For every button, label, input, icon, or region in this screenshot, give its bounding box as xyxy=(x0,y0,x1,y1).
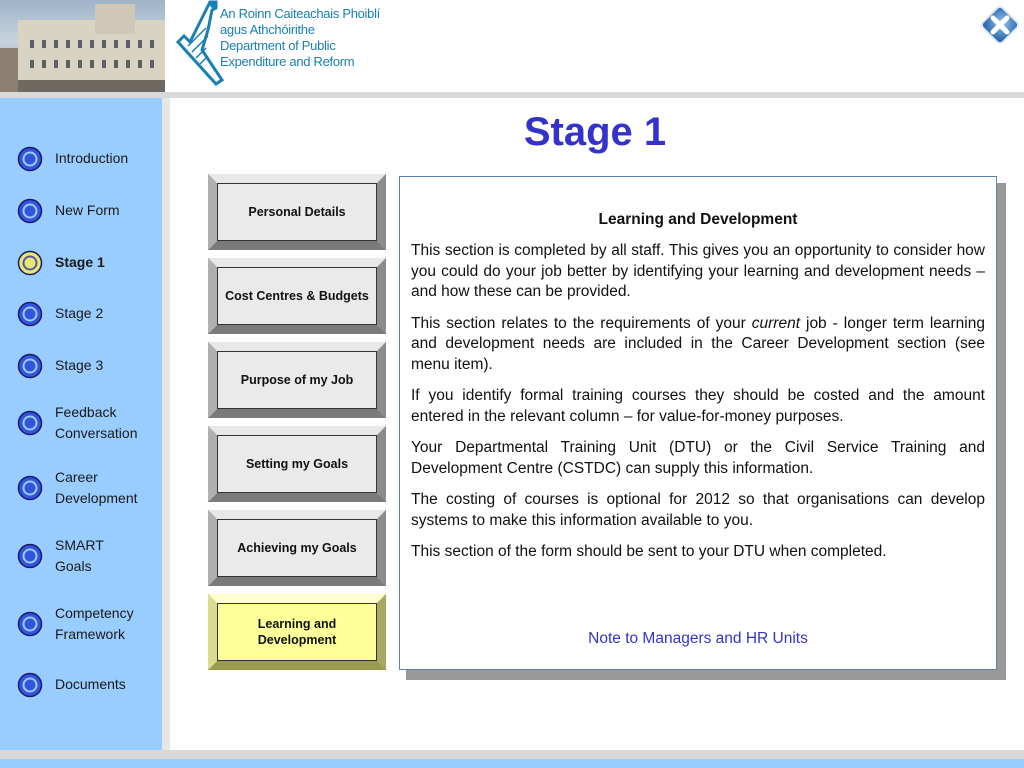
sidebar-item-label: Career Development xyxy=(55,469,138,506)
close-button[interactable] xyxy=(980,5,1020,45)
section-button-cost-centres-budgets[interactable] xyxy=(208,258,386,334)
panel-paragraph-5: The costing of courses is optional for 2012 so that organisations can develop systems to make this information available to you. xyxy=(411,491,985,529)
sidebar-item-documents[interactable] xyxy=(0,672,162,698)
header xyxy=(0,0,1024,92)
circle-bullet-icon xyxy=(17,146,43,172)
section-button-label: Setting my Goals xyxy=(217,435,377,493)
section-button-personal-details[interactable] xyxy=(208,174,386,250)
section-button-setting-my-goals[interactable] xyxy=(208,426,386,502)
footer-bar xyxy=(0,759,1024,768)
content-panel xyxy=(399,176,997,670)
panel-paragraph-1: This section is completed by all staff. This gives you an opportunity to consider how you could do your job better by identifying your learning and development needs – and how these can be provided. xyxy=(411,242,985,300)
panel-paragraph-3: If you identify formal training courses they should be costed and the amount entered in the relevant column – for value-for-money purposes. xyxy=(411,387,985,425)
circle-bullet-active-icon xyxy=(17,250,43,276)
panel-paragraph-4: Your Departmental Training Unit (DTU) or the Civil Service Training and Development Centre (CSTDC) can supply this information. xyxy=(411,439,985,477)
sidebar-item-label: SMART Goals xyxy=(55,537,104,574)
section-button-purpose-of-my-job[interactable] xyxy=(208,342,386,418)
sidebar-divider xyxy=(162,98,170,750)
sidebar-item-label: Introduction xyxy=(55,150,129,166)
circle-bullet-icon xyxy=(17,353,43,379)
sidebar-item-stage-2[interactable] xyxy=(0,301,162,327)
section-button-label: Learning and Development xyxy=(217,603,377,661)
sidebar-item-stage-1[interactable] xyxy=(0,250,162,276)
note-to-managers-link[interactable]: Note to Managers and HR Units xyxy=(588,630,808,647)
sidebar-item-label: Stage 3 xyxy=(55,357,104,373)
sidebar-item-label: Documents xyxy=(55,676,126,692)
panel-paragraph-6: This section of the form should be sent to your DTU when completed. xyxy=(411,543,887,560)
sidebar-item-smart-goals[interactable] xyxy=(0,537,162,574)
section-button-achieving-my-goals[interactable] xyxy=(208,510,386,586)
logo-line-3: Department of Public xyxy=(220,38,336,53)
close-x-icon xyxy=(980,5,1020,45)
sidebar-item-competency-framework[interactable] xyxy=(0,605,162,642)
circle-bullet-icon xyxy=(17,301,43,327)
circle-bullet-icon xyxy=(17,410,43,436)
circle-bullet-icon xyxy=(17,611,43,637)
building-photo xyxy=(0,0,165,92)
sidebar-item-career-development[interactable] xyxy=(0,469,162,506)
department-logo xyxy=(168,0,398,92)
circle-bullet-icon xyxy=(17,543,43,569)
section-button-label: Purpose of my Job xyxy=(217,351,377,409)
sidebar-item-label: New Form xyxy=(55,202,120,218)
page-title: Stage 1 xyxy=(523,110,667,154)
circle-bullet-icon xyxy=(17,672,43,698)
footer-divider xyxy=(0,750,1024,759)
section-button-label: Achieving my Goals xyxy=(217,519,377,577)
sidebar-item-label: Stage 2 xyxy=(55,305,104,321)
section-button-learning-and-development[interactable] xyxy=(208,594,386,670)
section-button-label: Cost Centres & Budgets xyxy=(217,267,377,325)
sidebar-item-introduction[interactable] xyxy=(0,146,162,172)
panel-paragraph-2: This section relates to the requirements of your current job - longer term learning and development needs are included in the Career Development section (see menu item). xyxy=(411,314,985,373)
sidebar-item-feedback-conversation[interactable] xyxy=(0,404,162,441)
logo-line-1: An Roinn Caiteachais Phoiblí xyxy=(220,6,380,21)
panel-heading: Learning and Development xyxy=(598,211,798,228)
circle-bullet-icon xyxy=(17,475,43,501)
section-button-label: Personal Details xyxy=(217,183,377,241)
sidebar-item-label: Competency Framework xyxy=(55,605,134,642)
circle-bullet-icon xyxy=(17,198,43,224)
logo-line-2: agus Athchóirithe xyxy=(220,22,315,37)
sidebar-item-label: Feedback Conversation xyxy=(55,404,138,441)
logo-text xyxy=(220,6,380,70)
sidebar-item-new-form[interactable] xyxy=(0,198,162,224)
sidebar-item-label: Stage 1 xyxy=(55,254,105,270)
logo-line-4: Expenditure and Reform xyxy=(220,54,355,69)
emphasis-current: current xyxy=(751,314,801,332)
sidebar-item-stage-3[interactable] xyxy=(0,353,162,379)
